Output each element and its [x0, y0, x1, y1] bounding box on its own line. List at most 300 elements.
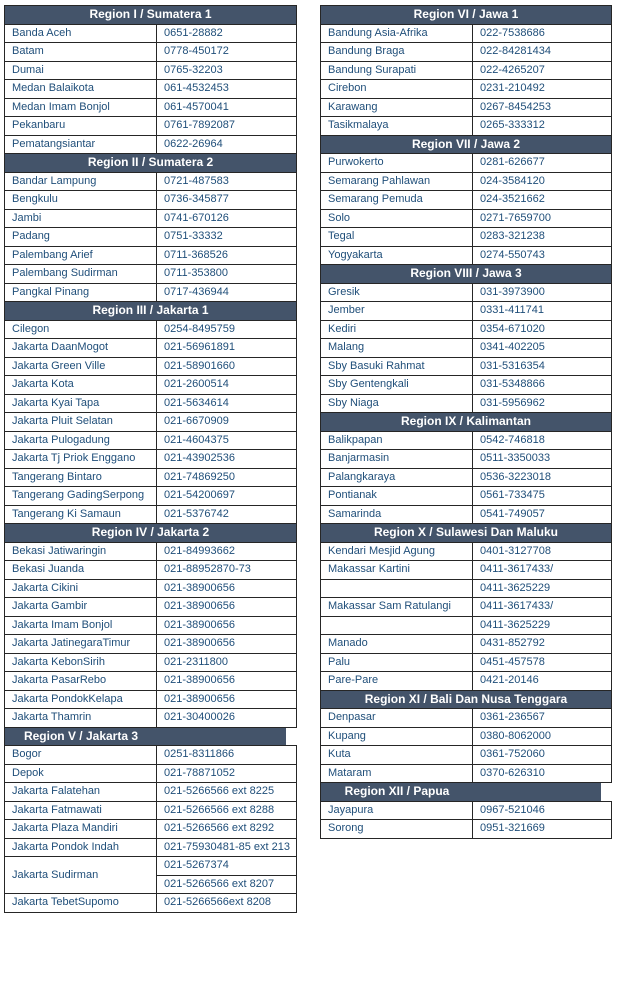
phone-number: 021-2311800	[164, 655, 229, 668]
phone-number: 0231-210492	[480, 82, 545, 95]
phone-number: 0711-353800	[164, 267, 229, 280]
branch-name-cell	[5, 598, 157, 617]
phone-cell	[157, 857, 297, 876]
branch-name: Jakarta JatinegaraTimur	[12, 637, 131, 650]
phone-cell	[157, 653, 297, 672]
phone-number: 022-84281434	[480, 45, 551, 58]
phone-cell	[157, 690, 297, 709]
branch-name: Tasikmalaya	[328, 119, 389, 132]
table-row	[321, 376, 612, 395]
table-row	[321, 561, 612, 580]
table-row	[321, 246, 612, 265]
branch-name-cell	[321, 394, 473, 413]
branch-name-cell	[321, 579, 473, 598]
phone-number: 024-3521662	[480, 193, 545, 206]
phone-cell	[157, 413, 297, 432]
branch-name: Jakarta Imam Bonjol	[12, 618, 113, 631]
phone-number: 0651-28882	[164, 26, 223, 39]
branch-name-cell	[5, 468, 157, 487]
table-row	[5, 357, 297, 376]
branch-name: Cirebon	[328, 82, 367, 95]
phone-cell	[157, 339, 297, 358]
section-header-bar	[321, 6, 611, 24]
section-header-bar	[321, 524, 611, 542]
regions-table-right-body	[321, 6, 612, 839]
branch-name-cell	[321, 283, 473, 302]
table-row	[5, 61, 297, 80]
phone-cell	[473, 764, 612, 783]
section-header-row	[5, 727, 297, 746]
table-row	[5, 579, 297, 598]
section-header-bar	[321, 783, 601, 801]
branch-name-cell	[5, 413, 157, 432]
section-title: Region XII / Papua	[344, 784, 450, 799]
branch-name-cell	[5, 246, 157, 265]
branch-name: Jakarta Gambir	[12, 600, 88, 613]
phone-number: 021-5266566ext 8208	[164, 896, 272, 909]
branch-name-cell	[5, 394, 157, 413]
section-header-bar	[321, 691, 611, 709]
phone-number: 021-5266566 ext 8207	[164, 877, 275, 890]
table-row	[5, 376, 297, 395]
branch-name: Jakarta Pluit Selatan	[12, 415, 113, 428]
branch-name-cell	[321, 302, 473, 321]
phone-cell	[473, 801, 612, 820]
branch-name-cell	[5, 653, 157, 672]
regions-table-left-body	[5, 6, 297, 913]
phone-number: 022-4265207	[480, 63, 545, 76]
phone-number: 0421-20146	[480, 674, 539, 687]
table-row	[5, 635, 297, 654]
phone-number: 031-5316354	[480, 359, 545, 372]
table-row	[5, 857, 297, 876]
branch-name-cell	[5, 376, 157, 395]
branch-name-cell	[321, 98, 473, 117]
table-row	[5, 672, 297, 691]
branch-name-cell	[321, 43, 473, 62]
branch-name: Jakarta Green Ville	[12, 359, 106, 372]
table-row	[321, 357, 612, 376]
phone-cell	[473, 98, 612, 117]
branch-name: Mataram	[328, 766, 372, 779]
section-header	[5, 727, 297, 746]
branch-name: Samarinda	[328, 507, 382, 520]
phone-number: 021-6670909	[164, 415, 229, 428]
section-title: Region VIII / Jawa 3	[410, 266, 522, 281]
branch-name: Padang	[12, 230, 50, 243]
branch-name: Kuta	[328, 748, 351, 761]
phone-cell	[473, 820, 612, 839]
table-row	[5, 616, 297, 635]
branch-name-cell	[321, 154, 473, 173]
table-row	[5, 228, 297, 247]
phone-cell	[157, 468, 297, 487]
phone-number: 0741-670126	[164, 211, 229, 224]
table-row	[321, 505, 612, 524]
phone-number: 0267-8454253	[480, 100, 551, 113]
phone-cell	[473, 339, 612, 358]
table-row	[321, 616, 612, 635]
table-row	[5, 505, 297, 524]
branch-name: Makassar Sam Ratulangi	[328, 600, 451, 613]
section-header-bar	[5, 302, 296, 320]
branch-name-cell	[5, 801, 157, 820]
branch-name-cell	[5, 857, 157, 894]
table-row	[5, 43, 297, 62]
table-row	[321, 320, 612, 339]
phone-cell	[473, 727, 612, 746]
branch-name-cell	[5, 357, 157, 376]
phone-cell	[473, 320, 612, 339]
branch-name-cell	[5, 894, 157, 913]
table-row	[5, 246, 297, 265]
table-row	[5, 117, 297, 136]
branch-name: Tangerang Bintaro	[12, 470, 102, 483]
section-header	[321, 413, 612, 432]
branch-name: Pangkal Pinang	[12, 285, 90, 298]
branch-name-cell	[5, 635, 157, 654]
table-row	[321, 579, 612, 598]
branch-name-cell	[321, 616, 473, 635]
phone-number: 0541-749057	[480, 507, 545, 520]
section-header-bar	[5, 728, 286, 746]
phone-number: 0778-450172	[164, 45, 229, 58]
table-row	[321, 61, 612, 80]
phone-number: 0736-345877	[164, 193, 229, 206]
branch-name-cell	[5, 783, 157, 802]
branch-name-cell	[5, 80, 157, 99]
branch-name: Kediri	[328, 322, 357, 335]
branch-name: Yogyakarta	[328, 248, 383, 261]
branch-name: Pare-Pare	[328, 674, 379, 687]
branch-name-cell	[5, 339, 157, 358]
phone-cell	[157, 561, 297, 580]
branch-name-cell	[321, 61, 473, 80]
phone-number: 021-5376742	[164, 507, 229, 520]
section-header	[321, 265, 612, 284]
table-row	[5, 339, 297, 358]
branch-name-cell	[5, 450, 157, 469]
branch-name-cell	[321, 598, 473, 617]
branch-name: Jakarta Cikini	[12, 581, 79, 594]
phone-cell	[473, 61, 612, 80]
branch-name-cell	[5, 709, 157, 728]
branch-name-cell	[5, 764, 157, 783]
phone-cell	[473, 80, 612, 99]
phone-cell	[473, 616, 612, 635]
branch-name: Palembang Arief	[12, 248, 93, 261]
phone-cell	[473, 394, 612, 413]
section-header-row	[321, 783, 612, 802]
phone-number: 0283-321238	[480, 230, 545, 243]
table-row	[5, 98, 297, 117]
table-row	[5, 450, 297, 469]
phone-cell	[473, 561, 612, 580]
branch-name-cell	[321, 635, 473, 654]
phone-cell	[157, 357, 297, 376]
section-header	[321, 690, 612, 709]
table-row	[321, 302, 612, 321]
branch-name-cell	[321, 339, 473, 358]
section-header	[321, 6, 612, 25]
phone-number: 0967-521046	[480, 803, 545, 816]
phone-cell	[157, 283, 297, 302]
phone-number: 0431-852792	[480, 637, 545, 650]
branch-name-cell	[321, 542, 473, 561]
phone-number: 0411-3625229	[480, 581, 551, 594]
section-header	[321, 783, 612, 802]
phone-cell	[157, 61, 297, 80]
table-row	[5, 24, 297, 43]
phone-cell	[157, 450, 297, 469]
section-title: Region I / Sumatera 1	[89, 7, 212, 22]
section-header-bar	[321, 265, 611, 283]
phone-number: 0401-3127708	[480, 544, 551, 557]
phone-cell	[473, 746, 612, 765]
phone-cell	[157, 598, 297, 617]
section-header-row	[321, 6, 612, 25]
branch-name: Balikpapan	[328, 433, 383, 446]
table-row	[321, 542, 612, 561]
phone-cell	[157, 394, 297, 413]
branch-name: Bengkulu	[12, 193, 58, 206]
section-header	[5, 154, 297, 173]
phone-cell	[473, 505, 612, 524]
table-row	[5, 598, 297, 617]
branch-name-cell	[5, 43, 157, 62]
phone-cell	[157, 191, 297, 210]
phone-number: 022-7538686	[480, 26, 545, 39]
branch-name: Jayapura	[328, 803, 374, 816]
branch-name-cell	[5, 98, 157, 117]
branch-name-cell	[321, 191, 473, 210]
branch-name: Cilegon	[12, 322, 50, 335]
table-row	[321, 746, 612, 765]
phone-cell	[157, 24, 297, 43]
phone-number: 021-38900656	[164, 637, 235, 650]
branch-name: Tegal	[328, 230, 355, 243]
phone-number: 031-3973900	[480, 285, 545, 298]
table-row	[321, 709, 612, 728]
phone-cell	[473, 43, 612, 62]
phone-number: 061-4532453	[164, 82, 229, 95]
table-row	[5, 80, 297, 99]
phone-number: 0361-752060	[480, 748, 545, 761]
branch-name: Palu	[328, 655, 351, 668]
table-row	[321, 468, 612, 487]
branch-name: Jember	[328, 304, 365, 317]
phone-number: 0380-8062000	[480, 729, 551, 742]
branch-name: Bandung Asia-Afrika	[328, 26, 428, 39]
branch-name: Makassar Kartini	[328, 563, 410, 576]
phone-number: 0354-671020	[480, 322, 545, 335]
phone-number: 0751-33332	[164, 230, 223, 243]
phone-number: 021-38900656	[164, 581, 235, 594]
phone-cell	[473, 542, 612, 561]
table-row	[321, 154, 612, 173]
section-header	[321, 135, 612, 154]
branch-name: Bekasi Jatiwaringin	[12, 544, 107, 557]
table-row	[5, 783, 297, 802]
phone-cell	[473, 487, 612, 506]
table-row	[5, 820, 297, 839]
phone-cell	[473, 357, 612, 376]
phone-cell	[157, 635, 297, 654]
branch-name-cell	[5, 209, 157, 228]
branch-name: Manado	[328, 637, 368, 650]
phone-cell	[157, 579, 297, 598]
table-row	[5, 801, 297, 820]
branch-name: Dumai	[12, 63, 44, 76]
table-row	[5, 709, 297, 728]
phone-number: 0717-436944	[164, 285, 229, 298]
branch-name: Kupang	[328, 729, 366, 742]
branch-name-cell	[321, 764, 473, 783]
branch-name: Bandung Surapati	[328, 63, 417, 76]
phone-number: 0951-321669	[480, 822, 545, 835]
phone-number: 021-30400026	[164, 711, 235, 724]
section-title: Region VII / Jawa 2	[411, 136, 521, 151]
branch-name-cell	[321, 117, 473, 136]
phone-number: 0622-26964	[164, 137, 223, 150]
phone-number: 021-38900656	[164, 618, 235, 631]
branch-name-cell	[5, 135, 157, 154]
phone-cell	[157, 172, 297, 191]
section-header-bar	[5, 154, 296, 172]
section-header-bar	[5, 524, 296, 542]
branch-name: Solo	[328, 211, 351, 224]
branch-name: Jakarta PasarRebo	[12, 674, 107, 687]
section-header-bar	[321, 413, 611, 431]
branch-name-cell	[321, 431, 473, 450]
branch-name: Kendari Mesjid Agung	[328, 544, 436, 557]
section-header	[5, 524, 297, 543]
branch-name-cell	[5, 117, 157, 136]
phone-number: 021-75930481-85 ext 213	[164, 840, 290, 853]
branch-name: Pekanbaru	[12, 119, 66, 132]
table-row	[321, 172, 612, 191]
branch-name-cell	[5, 838, 157, 857]
table-row	[5, 135, 297, 154]
branch-name: Bogor	[12, 748, 42, 761]
phone-cell	[157, 265, 297, 284]
table-row	[5, 191, 297, 210]
branch-name: Sby Basuki Rahmat	[328, 359, 425, 372]
branch-name-cell	[321, 376, 473, 395]
section-header-row	[321, 524, 612, 543]
branch-name-cell	[5, 542, 157, 561]
branch-name: Banjarmasin	[328, 452, 390, 465]
branch-name-cell	[5, 24, 157, 43]
branch-name-cell	[321, 172, 473, 191]
phone-number: 021-78871052	[164, 766, 235, 779]
branch-name-cell	[5, 191, 157, 210]
branch-name: Jakarta PondokKelapa	[12, 692, 123, 705]
branch-name: Banda Aceh	[12, 26, 72, 39]
phone-cell	[473, 191, 612, 210]
phone-cell	[157, 320, 297, 339]
phone-cell	[157, 228, 297, 247]
branch-name-cell	[5, 820, 157, 839]
branch-name: Tangerang Ki Samaun	[12, 507, 121, 520]
branch-name: Jambi	[12, 211, 42, 224]
section-title: Region X / Sulawesi Dan Maluku	[373, 525, 559, 540]
table-row	[5, 172, 297, 191]
section-header-row	[5, 6, 297, 25]
branch-name: Palembang Sudirman	[12, 267, 118, 280]
branch-name: Semarang Pahlawan	[328, 174, 431, 187]
phone-cell	[473, 709, 612, 728]
branch-name-cell	[5, 320, 157, 339]
phone-number: 021-2600514	[164, 378, 229, 391]
branch-name: Karawang	[328, 100, 378, 113]
phone-number: 0271-7659700	[480, 211, 551, 224]
branch-name-cell	[5, 561, 157, 580]
phone-number: 0265-333312	[480, 119, 545, 132]
phone-number: 021-38900656	[164, 600, 235, 613]
phone-number: 0451-457578	[480, 655, 545, 668]
phone-number: 0274-550743	[480, 248, 545, 261]
branch-name-cell	[321, 505, 473, 524]
regions-table-left	[4, 5, 297, 913]
phone-cell	[473, 246, 612, 265]
branch-name: Batam	[12, 45, 44, 58]
table-row	[321, 727, 612, 746]
branch-name: Palangkaraya	[328, 470, 396, 483]
branch-name: Jakarta KebonSirih	[12, 655, 105, 668]
phone-cell	[157, 80, 297, 99]
table-row	[321, 24, 612, 43]
phone-cell	[473, 579, 612, 598]
section-header-bar	[321, 136, 611, 154]
branch-name-cell	[5, 487, 157, 506]
branch-name: Sby Gentengkali	[328, 378, 409, 391]
phone-number: 021-5266566 ext 8225	[164, 785, 275, 798]
branch-name: Jakarta Pulogadung	[12, 433, 110, 446]
regions-table-right	[320, 5, 612, 839]
phone-number: 0370-626310	[480, 766, 545, 779]
branch-name-cell	[321, 746, 473, 765]
branch-name: Denpasar	[328, 711, 376, 724]
branch-name-cell	[5, 228, 157, 247]
table-row	[5, 653, 297, 672]
phone-cell	[473, 635, 612, 654]
branch-name-cell	[5, 505, 157, 524]
table-row	[321, 764, 612, 783]
table-row	[5, 690, 297, 709]
branch-name: Jakarta Tj Priok Enggano	[12, 452, 136, 465]
table-row	[321, 801, 612, 820]
branch-name: Jakarta Thamrin	[12, 711, 92, 724]
table-row	[321, 80, 612, 99]
phone-cell	[157, 783, 297, 802]
section-header-row	[5, 154, 297, 173]
phone-number: 021-38900656	[164, 674, 235, 687]
table-row	[321, 228, 612, 247]
section-header-bar	[5, 6, 296, 24]
section-title: Region VI / Jawa 1	[413, 7, 519, 22]
section-header	[321, 524, 612, 543]
branch-name: Pematangsiantar	[12, 137, 96, 150]
phone-cell	[157, 135, 297, 154]
phone-number: 031-5956962	[480, 396, 545, 409]
phone-number: 021-5267374	[164, 859, 229, 872]
table-row	[5, 561, 297, 580]
branch-name: Jakarta DaanMogot	[12, 341, 108, 354]
phone-cell	[473, 117, 612, 136]
phone-cell	[473, 172, 612, 191]
branch-name-cell	[321, 246, 473, 265]
